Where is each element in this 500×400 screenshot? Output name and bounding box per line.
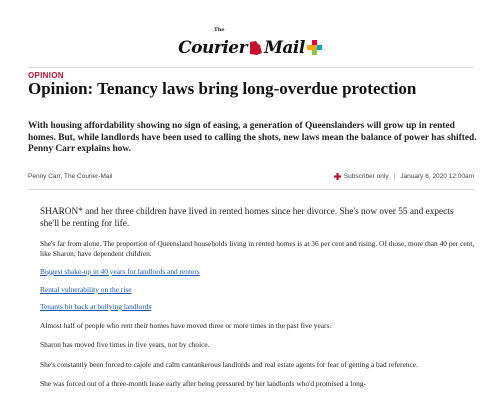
subscriber-badge: Subscriber only: [343, 173, 389, 180]
body-paragraph: Sharon has moved five times in five years, not by choice.: [40, 340, 210, 349]
related-link-bullying[interactable]: Tenants hit back at bullying landlords: [40, 302, 152, 311]
meta-separator: |: [393, 173, 396, 180]
logo-the: The: [214, 27, 225, 33]
plus-logo-icon: [307, 40, 322, 55]
logo-courier: Courier: [178, 38, 248, 58]
body-paragraph: Almost half of people who rent their homes have moved three or more times in the past five years.: [40, 320, 332, 330]
section-label[interactable]: OPINION: [28, 71, 64, 80]
body-paragraph: She's far from alone. The proportion of Queensland households living in rented homes is at 36 per cent and rising. Of those, more than 40 per cent, like Sharon, have dependent children.: [40, 239, 475, 258]
logo-mail: Mail: [264, 38, 305, 58]
header-divider: [28, 67, 474, 68]
publish-date: January 6, 2020 12:00am: [400, 173, 474, 180]
byline-row: [28, 173, 474, 183]
lead-paragraph: SHARON* and her three children have lived in rented homes since her divorce. She's now over 55 and expects she'll be renting for life.: [40, 207, 454, 229]
plus-icon: [334, 173, 341, 180]
body-paragraph: She's constantly been forced to cajole and calm cantankerous landlords and real estate agents for fear of getting a bad reference.: [40, 359, 418, 369]
queensland-map-icon: [249, 41, 262, 55]
related-link-vulnerability[interactable]: Rental vulnerability on the rise: [40, 284, 132, 294]
article-meta: [334, 173, 474, 180]
article-headline: Opinion: Tenancy laws bring long-overdue protection: [28, 79, 417, 98]
article-body: [40, 206, 490, 389]
related-link-shakeup[interactable]: Biggest shake-up in 40 years for landlords and renters: [40, 267, 200, 276]
author-byline: Penny Carr, The Courier-Mail: [28, 173, 113, 180]
article-standfirst: With housing affordability showing no sign of easing, a generation of Queenslanders will grow up in rented homes. But, while landlords have been used to calling the shots, new laws mean the balance of power has shifted. Penny Carr explains how.: [28, 121, 477, 154]
masthead: [0, 27, 500, 58]
byline-divider: [28, 189, 474, 190]
courier-mail-logo[interactable]: [178, 27, 322, 58]
body-paragraph: She was forced out of a three-month lease early after being pressured by her landlords who'd promised a long-: [40, 379, 367, 388]
